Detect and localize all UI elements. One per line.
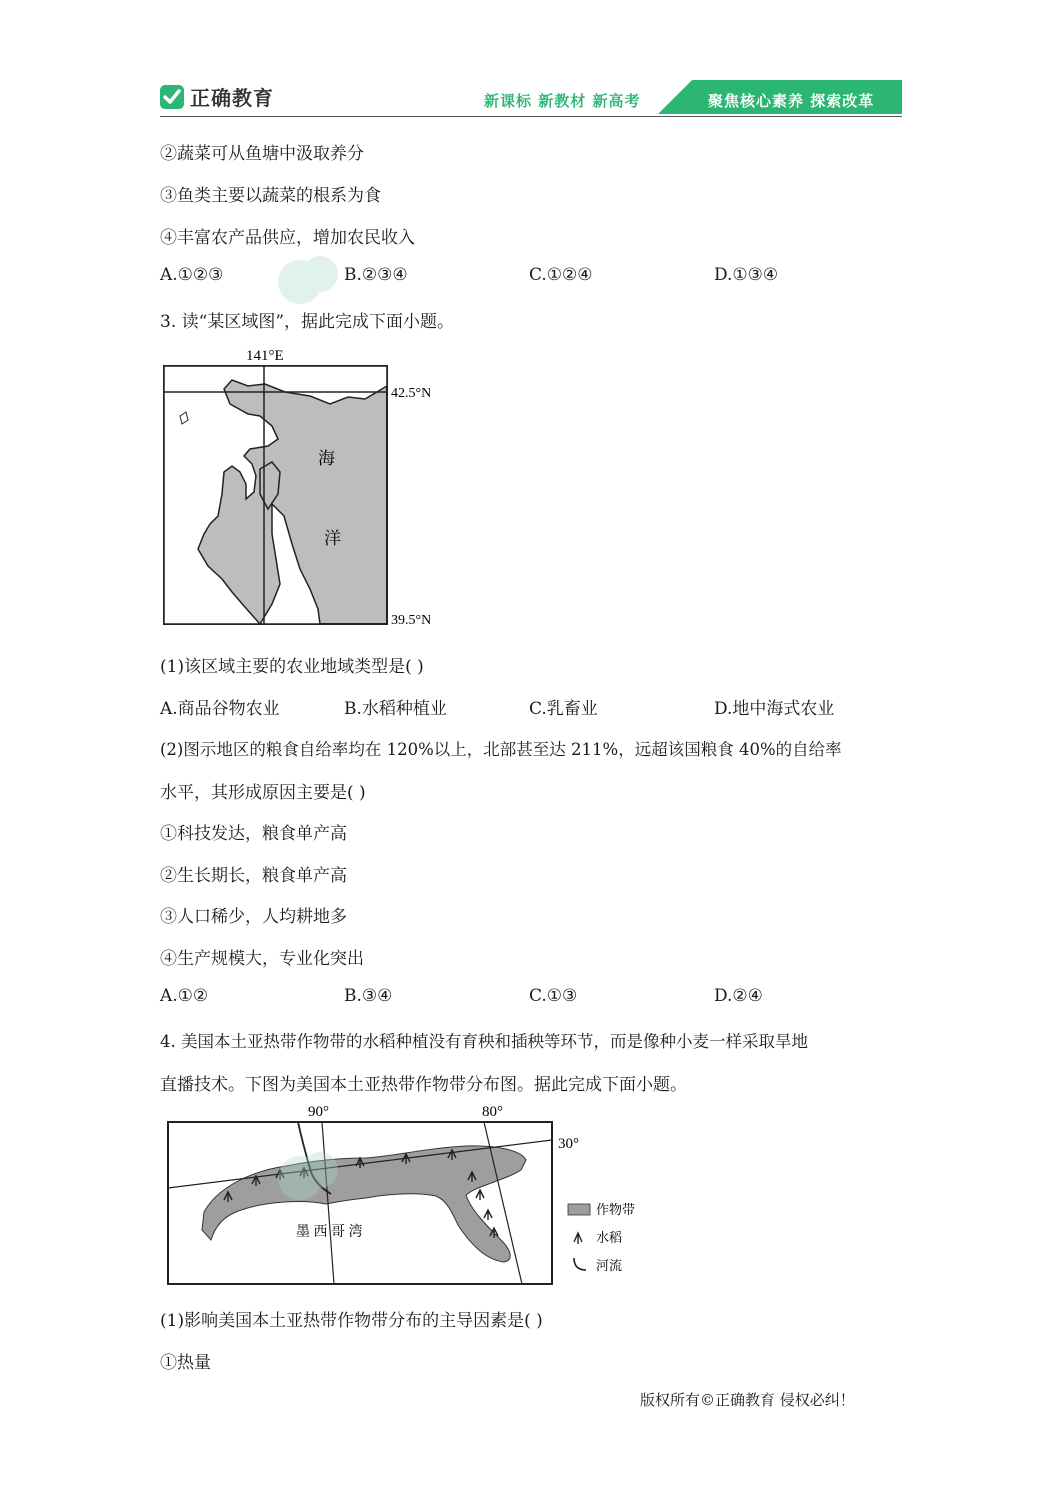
lon-label: 141°E xyxy=(246,348,284,364)
lat-30-label: 30° xyxy=(558,1136,579,1152)
option-b[interactable]: B.水稻种植业 xyxy=(344,699,447,719)
option-a[interactable]: A.商品谷物农业 xyxy=(160,699,280,719)
option-c[interactable]: C.①③ xyxy=(529,986,578,1006)
q4-stem-line2: 直播技术。下图为美国本土亚热带作物带分布图。据此完成下面小题。 xyxy=(160,1075,687,1095)
lat-top-label: 42.5°N xyxy=(391,386,430,401)
sea-label-1: 海 xyxy=(318,449,335,468)
legend-rice-label: 水稻 xyxy=(596,1230,623,1245)
option-d[interactable]: D.①③④ xyxy=(714,265,779,285)
q3-sub2-item-2: ②生长期长，粮食单产高 xyxy=(160,866,347,886)
option-b[interactable]: B.③④ xyxy=(344,986,393,1006)
region-map xyxy=(160,344,430,632)
page-header xyxy=(160,78,902,118)
logo xyxy=(160,82,274,111)
legend-rice-icon xyxy=(574,1233,582,1244)
q3-sub2-item-4: ④生产规模大，专业化突出 xyxy=(160,949,364,969)
q3-sub2-line2: 水平，其形成原因主要是( ) xyxy=(160,783,366,803)
tagline: 新课标 新教材 新高考 xyxy=(484,92,641,110)
option-c[interactable]: C.①②④ xyxy=(529,265,593,285)
q3-sub2-line1: (2)图示地区的粮食自给率均在 120%以上，北部甚至达 211%，远超该国粮食 40%的自给率 xyxy=(160,740,842,759)
legend-crop-label: 作物带 xyxy=(596,1202,636,1217)
option-a[interactable]: A.①② xyxy=(160,986,209,1006)
option-d[interactable]: D.地中海式农业 xyxy=(714,699,835,719)
q4-sub1-item-1: ①热量 xyxy=(160,1353,211,1373)
lon-80-label: 80° xyxy=(482,1104,503,1120)
legend-crop-swatch xyxy=(568,1204,590,1215)
header-divider xyxy=(160,116,902,117)
banner-text: 聚焦核心素养 探索改革 xyxy=(708,92,875,110)
option-a[interactable]: A.①②③ xyxy=(160,265,224,285)
gulf-label: 墨 西 哥 湾 xyxy=(296,1225,363,1240)
q3-stem: 3. 读“某区域图”，据此完成下面小题。 xyxy=(160,312,455,332)
logo-text: 正确教育 xyxy=(190,86,274,110)
sea-label-2: 洋 xyxy=(324,529,341,548)
q3-sub2-item-1: ①科技发达，粮食单产高 xyxy=(160,824,347,844)
q2-item-4: ④丰富农产品供应，增加农民收入 xyxy=(160,228,415,248)
q2-item-2: ②蔬菜可从鱼塘中汲取养分 xyxy=(160,144,364,164)
option-b[interactable]: B.②③④ xyxy=(344,265,408,285)
copyright-footer: 版权所有©正确教育 侵权必纠！ xyxy=(640,1391,855,1409)
q3-sub2-item-3: ③人口稀少，人均耕地多 xyxy=(160,907,347,927)
crop-belt-map xyxy=(166,1100,646,1290)
watermark-logo-icon xyxy=(270,244,350,318)
legend-river-label: 河流 xyxy=(596,1258,623,1273)
lon-90-label: 90° xyxy=(308,1104,329,1120)
q4-stem-line1: 4. 美国本土亚热带作物带的水稻种植没有育秧和插秧等环节，而是像种小麦一样采取旱地 xyxy=(160,1032,808,1051)
legend-river-icon xyxy=(574,1258,586,1270)
q4-sub1: (1)影响美国本土亚热带作物带分布的主导因素是( ) xyxy=(160,1311,543,1331)
q2-item-3: ③鱼类主要以蔬菜的根系为食 xyxy=(160,186,381,206)
checkmark-icon xyxy=(160,85,184,109)
q3-sub1: (1)该区域主要的农业地域类型是( ) xyxy=(160,657,424,677)
option-d[interactable]: D.②④ xyxy=(714,986,763,1006)
option-c[interactable]: C.乳畜业 xyxy=(529,699,598,719)
watermark-logo-icon xyxy=(270,1140,350,1214)
lat-bottom-label: 39.5°N xyxy=(391,613,430,628)
